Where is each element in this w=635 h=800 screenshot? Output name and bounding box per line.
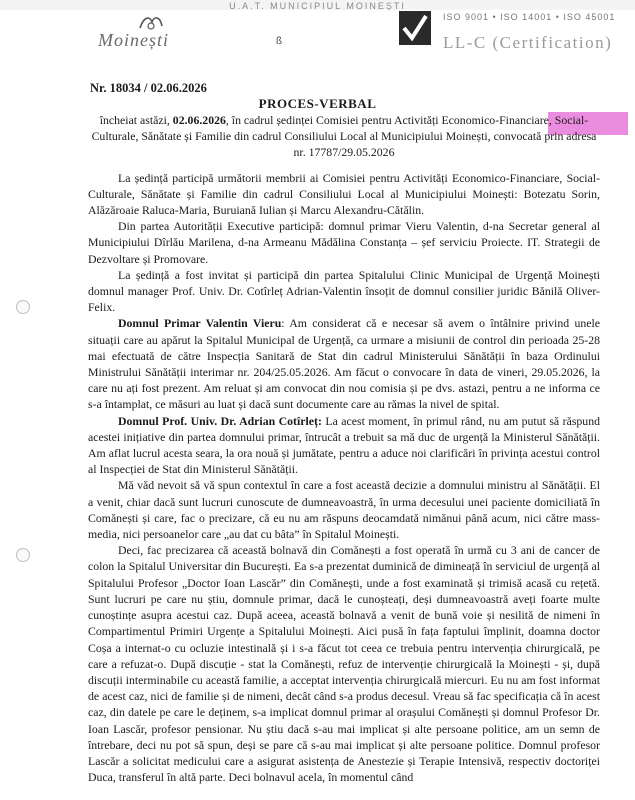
body-paragraph <box>88 542 600 785</box>
paragraph-text: La ședință a fost invitat și participă din partea Spitalului Clinic Municipal de Urgență Moinești domnul manager Prof. Univ. Dr. Cotîrleț Adrian-Valentin însoțit de domnul consilier juridic Bănilă Oliver-Felix. <box>88 267 600 315</box>
binder-hole <box>16 300 30 314</box>
header-marker: ß <box>276 36 283 47</box>
institution-header: U.A.T. MUNICIPIUL MOINEȘTI <box>229 1 406 11</box>
intro-paragraph <box>88 112 600 161</box>
body-paragraph <box>88 267 600 316</box>
certification-text: LL-C (Certification) <box>443 33 613 52</box>
paragraph-text: Mă văd nevoit să vă spun contextul în care a fost această decizie a domnului ministru al Sănătății. El a venit, chiar dacă sunt lucruri cunoscute de dumneavoastră, în urma decesului unei paciente domiciliată în Comănești și care, fac o precizare, că eu nu am răspuns deocamdată nimănui până acum, nici către mass-media, nici persoanelor care „au dat cu bâta” în Spitalul Moinești. <box>88 478 600 542</box>
speaker-name: Domnul Prof. Univ. Dr. Adrian Cotîrleț: <box>118 413 322 428</box>
intro-text-end: , în cadrul ședinței Comisiei pentru Activități Economico-Financiare, Social-Culturale, Sănătate și Familie din cadrul Consiliului Local al Municipiului Moinești, convocată prin adresa nr. 17787/29.05.2026 <box>91 113 597 160</box>
paragraph-text: Deci, fac precizarea că această bolnavă din Comănești a fost operată în urmă cu 3 ani de cancer de colon la Spitalul Universitar din București. Ea s-a prezentat duminică de dimineață în serviciul de urgență al Spitalului Profesor „Doctor Ioan Lascăr” din Comănești, unde a fost examinată și trimisă acasă cu rețetă. Sunt lucruri pe care nu știu, domnule primar, dacă le cunoșteați, deși dumneavoastră aveți foarte multe cunoștințe asupra acestui caz. După aceea, această bolnavă a venit de bună voie și nesilită de nimeni în Compartimentul Primiri Urgențe a Spitalului Moinești. Aici pusă în fața faptului împlinit, doamna doctor Coșa a internat-o cu ocluzie intestinală și i s-a făcut tot ceea ce trebuia pentru intervenția chirurgicală, pe care a refuzat-o. După discuție - stat la Comănești, refuz de intervenție chirurgicală la Moinești - și, după discuții interminabile cu această familie, a acceptat intervenția chirurgicală miercuri. Eu nu am fost informat de acest caz, nici de familie și de nimeni, decât când s-a produs decesul. Vreau să fac specificația că în acest caz, din datele pe care le deținem, s-a implicat domnul primar al orașului Comănești și domnul Profesor Dr. Ioan Lascăr, profesor pensionar. Nu știu dacă s-au mai implicat și alte persoane politice, am un semn de întrebare, deci nu pot să spun, deși se pare că s-au mai implicat și alte persoane politice. Domnul profesor Lascăr a solicitat medicului care a asigurat asistența de Anestezie și Terapie Intensivă, respectiv doctoriței Duca, transferul în altă parte. Deci bolnavul acela, în momentul când <box>88 543 600 785</box>
city-logo-text: Moinești <box>98 30 169 50</box>
intro-text: încheiat astăzi, <box>99 113 173 127</box>
certification-check-icon <box>398 10 432 46</box>
paragraph-text: : Am considerat că e necesar să avem o întâlnire privind unele situații care au apărut la Spitalul Municipal de Urgență, ca urmare a misiunii de control din perioada 25-28 mai efectuată de către Inspecția Sanitară de Stat din cadrul Ministerului Sănătății în baza Ordinului Ministrului Sănătății interimar nr. 204/25.05.2026. Am făcut o convocare în data de vineri, 29.05.2026, la care nu ați fost prezent. Am reluat și am convocat din nou comisia și pe dvs. astazi, pentru a ne informa ce s-a întamplat, ce măsuri au luat și dacă sunt documente care au rămas la nivel de spital. <box>88 316 601 412</box>
body-paragraph <box>88 477 600 542</box>
iso-standards: ISO 9001 • ISO 14001 • ISO 45001 <box>443 12 616 22</box>
paragraph-text: Din partea Autorității Executive participă: domnul primar Vieru Valentin, d-na Secretar general al Municipiului Dîrlău Marilena, d-na Armeanu Mădălina Constanța – șef serviciu Proiecte. IT. Strategii de Dezvoltare și Promovare. <box>88 219 600 266</box>
document-body <box>88 112 600 785</box>
document-number: Nr. 18034 / 02.06.2026 <box>90 81 207 95</box>
paragraph-text: La ședință participă următorii membrii ai Comisiei pentru Activități Economico-Financiare, Social-Culturale, Sănătate și Familie din cadrul Consiliului Local al Municipiului Moinești: Botezatu Sorin, Alăzăroaie Raluca-Maria, Buruiană Iulian și Marcu Alexandru-Cătălin. <box>88 170 600 218</box>
paragraph-text: La acest moment, în primul rând, nu am putut să răspund acestei inițiative din partea domnului primar, întrucât a trebuit sa mă duc de urgență la Ministerul Sănătății. Am aflat lucrul acesta seara, la ora nouă și jumătate, pentru a aduce noi clarificări în privința acestui control al Inspecției de Stat din Ministerul Sănătății. <box>88 413 601 477</box>
body-paragraph <box>88 218 600 267</box>
speaker-name: Domnul Primar Valentin Vieru <box>118 316 282 331</box>
intro-date: 02.06.2026 <box>172 113 226 127</box>
document-title: PROCES-VERBAL <box>258 96 377 111</box>
binder-hole <box>16 548 30 562</box>
body-paragraph <box>88 413 600 478</box>
body-paragraph <box>88 170 600 219</box>
body-paragraph <box>88 315 600 412</box>
